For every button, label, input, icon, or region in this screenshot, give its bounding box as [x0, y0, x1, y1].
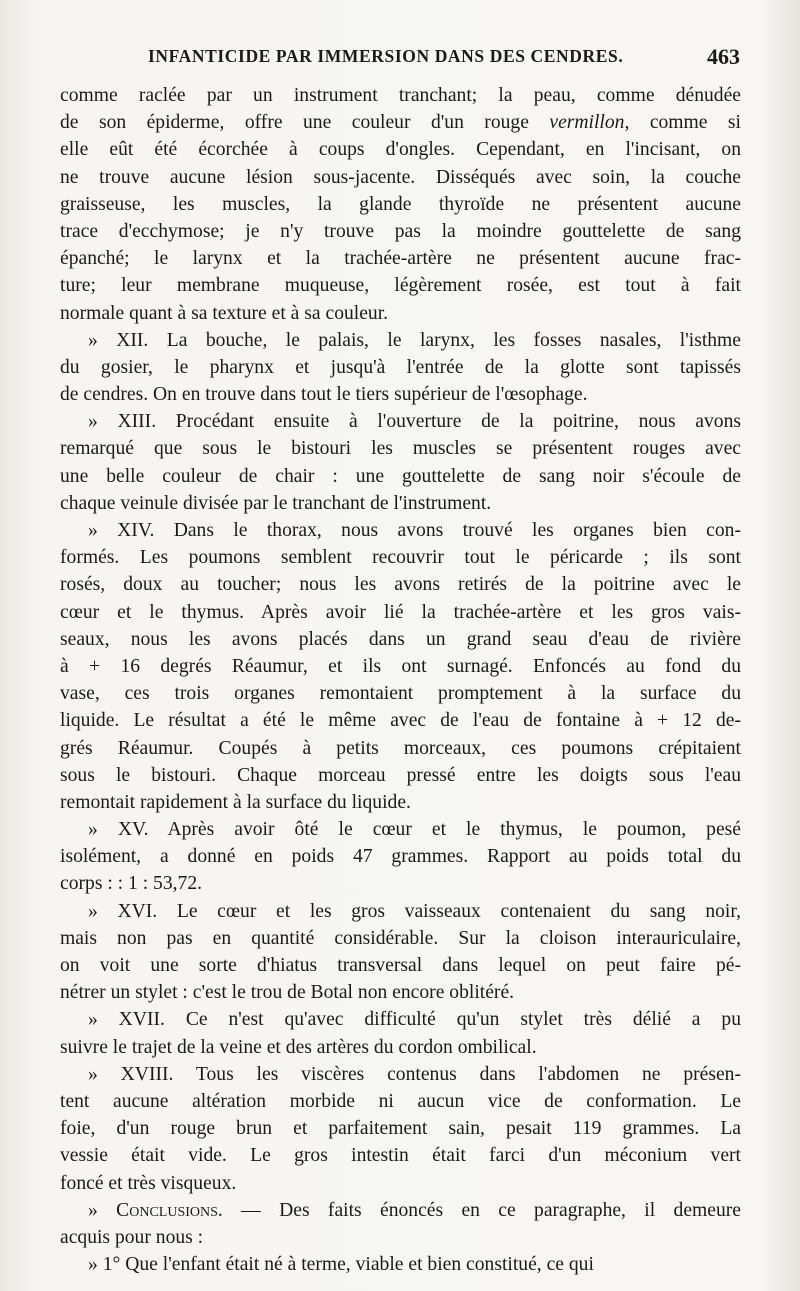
text-line: grés Réaumur. Coupés à petits morceaux, ces poumons crépitaient: [60, 737, 741, 759]
text-line: » 1° Que l'enfant était né à terme, viable et bien constitué, ce qui: [88, 1254, 594, 1276]
text-line: » XIII. Procédant ensuite à l'ouverture de la poitrine, nous avons: [88, 411, 741, 433]
text-line: » XVIII. Tous les viscères contenus dans l'abdomen ne présen-: [88, 1063, 741, 1085]
text-line: rosés, doux au toucher; nous les avons retirés de la poitrine avec le: [60, 574, 741, 596]
text-line: elle eût été écorchée à coups d'ongles. Cependant, en l'incisant, on: [60, 139, 741, 161]
text-line: épanché; le larynx et la trachée-artère ne présentent aucune frac-: [60, 248, 741, 270]
paragraph-p6: [60, 898, 741, 1007]
text-line: » Conclusions. — Des faits énoncés en ce paragraphe, il demeure: [88, 1199, 741, 1221]
paragraph-p2: [60, 327, 741, 409]
text-line: mais non pas en quantité considérable. Sur la cloison interauriculaire,: [60, 927, 741, 949]
text-line: du gosier, le pharynx et jusqu'à l'entrée de la glotte sont tapissés: [60, 356, 741, 378]
text-line: comme raclée par un instrument tranchant; la peau, comme dénudée: [60, 85, 741, 106]
running-head: INFANTICIDE PAR IMMERSION DANS DES CENDRES.: [148, 46, 624, 66]
text-line: » XIV. Dans le thorax, nous avons trouvé les organes bien con-: [88, 520, 741, 541]
text-line: vase, ces trois organes remontaient promptement à la surface du: [60, 683, 741, 705]
page-number: 463: [707, 44, 740, 69]
paragraph-p5: [60, 816, 741, 898]
text-line: ture; leur membrane muqueuse, légèrement rosée, est tout à fait: [60, 275, 741, 297]
text-line: isolément, a donné en poids 47 grammes. Rapport au poids total du: [60, 846, 741, 868]
text-line: » XII. La bouche, le palais, le larynx, les fosses nasales, l'isthme: [88, 329, 741, 351]
text-line: foncé et très visqueux.: [60, 1172, 237, 1194]
paragraph-p8: [60, 1061, 741, 1197]
text-line: vessie était vide. Le gros intestin était farci d'un méconium vert: [60, 1145, 741, 1167]
text-line: » XV. Après avoir ôté le cœur et le thymus, le poumon, pesé: [88, 819, 741, 841]
text-line: de cendres. On en trouve dans tout le tiers supérieur de l'œsophage.: [60, 384, 588, 406]
text-line: chaque veinule divisée par le tranchant de l'instrument.: [60, 492, 492, 514]
text-line: » XVI. Le cœur et les gros vaisseaux contenaient du sang noir,: [88, 900, 741, 922]
bleed-through-text: [90, 1262, 730, 1276]
text-line: remarqué que sous le bistouri les muscles se présentent rouges avec: [60, 438, 741, 460]
text-line: graisseuse, les muscles, la glande thyroïde ne présentent aucune: [60, 193, 741, 215]
text-line: corps : : 1 : 53,72.: [60, 873, 203, 895]
paragraph-p1: [60, 82, 741, 327]
text-line: » XVII. Ce n'est qu'avec difficulté qu'un stylet très délié a pu: [88, 1009, 741, 1031]
text-line: acquis pour nous :: [60, 1226, 204, 1248]
text-line: normale quant à sa texture et à sa couleur.: [60, 302, 389, 324]
text-line: foie, d'un rouge brun et parfaitement sain, pesait 119 grammes. La: [60, 1118, 741, 1140]
text-line: remontait rapidement à la surface du liquide.: [60, 791, 411, 813]
text-line: nétrer un stylet : c'est le trou de Botal non encore oblitéré.: [60, 982, 515, 1004]
text-line: formés. Les poumons semblent recouvrir tout le péricarde ; ils sont: [60, 547, 741, 569]
text-line: on voit une sorte d'hiatus transversal dans lequel on peut faire pé-: [60, 955, 741, 976]
text-line: de son épiderme, offre une couleur d'un rouge vermillon, comme si: [60, 112, 742, 134]
page-header: [148, 44, 740, 74]
text-line: seaux, nous les avons placés dans un grand seau d'eau de rivière: [60, 628, 741, 650]
text-line: liquide. Le résultat a été le même avec de l'eau de fontaine à + 12 de-: [60, 710, 741, 732]
body-text: [60, 82, 741, 1278]
paragraph-p7: [60, 1006, 741, 1060]
text-line: sous le bistouri. Chaque morceau pressé entre les doigts sous l'eau: [60, 764, 741, 786]
text-line: trace d'ecchymose; je n'y trouve pas la moindre gouttelette de sang: [60, 220, 741, 242]
paragraph-p9: [60, 1197, 741, 1251]
paragraph-p4: [60, 517, 741, 816]
paragraph-p3: [60, 408, 741, 517]
text-line: tent aucune altération morbide ni aucun vice de conformation. Le: [60, 1090, 741, 1112]
text-line: ne trouve aucune lésion sous-jacente. Disséqués avec soin, la couche: [60, 166, 741, 188]
text-line: suivre le trajet de la veine et des artères du cordon ombilical.: [60, 1036, 537, 1058]
text-line: cœur et le thymus. Après avoir lié la trachée-artère et les gros vais-: [60, 601, 741, 623]
text-line: à + 16 degrés Réaumur, et ils ont surnagé. Enfoncés au fond du: [60, 655, 741, 677]
text-line: une belle couleur de chair : une gouttelette de sang noir s'écoule de: [60, 465, 741, 487]
